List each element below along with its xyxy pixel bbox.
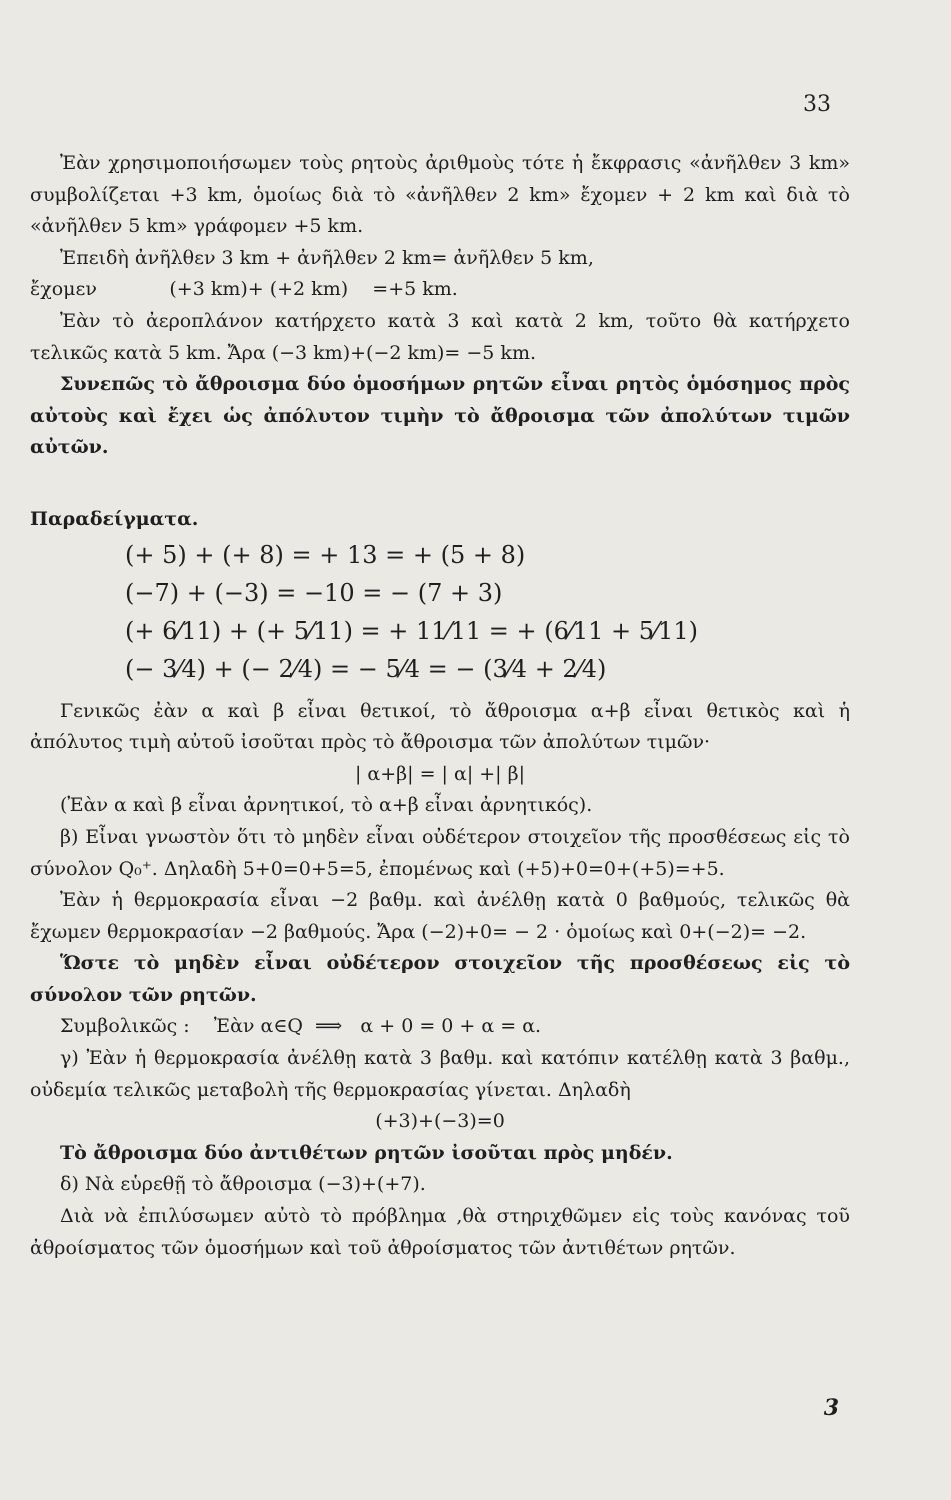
paragraph-descent: Ἐὰν τὸ ἀεροπλάνον κατήρχετο κατὰ 3 καὶ κατὰ 2 km, τοῦτο θὰ κατήρχετο τελικῶς κατὰ 5 km. Ἄρα (−3 km)+(−2 km)= −5 km. xyxy=(30,309,850,364)
signature-mark: 3 xyxy=(823,1395,839,1421)
example-4: (− 3⁄4) + (− 2⁄4) = − 5⁄4 = − (3⁄4 + 2⁄4) xyxy=(125,654,607,683)
equation-opposites: (+3)+(−3)=0 xyxy=(375,1110,505,1133)
rule-same-sign-sum: Συνεπῶς τὸ ἄθροισμα δύο ὁμοσήμων ρητῶν εἶναι ρητὸς ὁμόσημος πρὸς αὐτοὺς καὶ ἔχει ὡς ἀπόλυτον τιμὴν τὸ ἄθροισμα τῶν ἀπολύτων τιμῶν αὐτῶν. xyxy=(30,373,850,459)
rule-opposites: Τὸ ἄθροισμα δύο ἀντιθέτων ρητῶν ἰσοῦται πρὸς μηδέν. xyxy=(60,1141,673,1164)
example-3: (+ 6⁄11) + (+ 5⁄11) = + 11⁄11 = + (6⁄11 + 5⁄11) xyxy=(125,616,698,645)
paragraph-symbolization: Ἐὰν χρησιμοποιήσωμεν τοὺς ρητοὺς ἀριθμοὺς τότε ἡ ἔκφρασις «ἀνῆλθεν 3 km» συμβολίζεται +3 km, ὁμοίως διὰ τὸ «ἀνῆλθεν 2 km» ἔχομεν + 2 km καὶ διὰ τὸ «ἀνῆλθεν 5 km» γράφομεν +5 km. xyxy=(30,152,850,238)
rule-zero-neutral: Ὥστε τὸ μηδὲν εἶναι οὐδέτερον στοιχεῖον τῆς προσθέσεως εἰς τὸ σύνολον τῶν ρητῶν. xyxy=(30,952,850,1006)
paragraph-temperature: Ἐὰν ἡ θερμοκρασία εἶναι −2 βαθμ. καὶ ἀνέλθῃ κατὰ 0 βαθμούς, τελικῶς θὰ ἔχωμεν θερμοκρασίαν −2 βαθμούς. Ἄρα (−2)+0= − 2 · ὁμοίως καὶ 0+(−2)= −2. xyxy=(30,889,850,943)
paragraph-since: Ἐπειδὴ ἀνῆλθεν 3 km + ἀνῆλθεν 2 km= ἀνῆλθεν 5 km, xyxy=(60,246,594,269)
problem-delta: δ) Νὰ εὑρεθῇ τὸ ἄθροισμα (−3)+(+7). xyxy=(60,1173,426,1196)
paragraph-negative-note: (Ἐὰν α καὶ β εἶναι ἀρνητικοί, τὸ α+β εἶναι ἀρνητικός). xyxy=(60,794,593,817)
paragraph-opposites: γ) Ἐὰν ἡ θερμοκρασία ἀνέλθῃ κατὰ 3 βαθμ. καὶ κατόπιν κατέλθῃ κατὰ 3 βαθμ., οὐδεμία τελικῶς μεταβολὴ τῆς θερμοκρασίας γίνεται. Δηλαδὴ xyxy=(30,1047,850,1101)
equation-positive-sum: ἔχομεν (+3 km)+ (+2 km) =+5 km. xyxy=(30,278,458,301)
body-text xyxy=(30,148,850,1264)
paragraph-general: Γενικῶς ἐὰν α καὶ β εἶναι θετικοί, τὸ ἄθροισμα α+β εἶναι θετικὸς καὶ ἡ ἀπόλυτος τιμὴ αὐτοῦ ἰσοῦται πρὸς τὸ ἄθροισμα τῶν ἀπολύτων τιμῶν· xyxy=(30,699,850,754)
example-1: (+ 5) + (+ 8) = + 13 = + (5 + 8) xyxy=(125,540,526,569)
symbolic-statement: Συμβολικῶς : Ἐὰν α∈Q ⟹ α + 0 = 0 + α = α. xyxy=(60,1015,542,1038)
example-2: (−7) + (−3) = −10 = − (7 + 3) xyxy=(125,578,503,607)
paragraph-solution-approach: Διὰ νὰ ἐπιλύσωμεν αὐτὸ τὸ πρόβλημα ,θὰ στηριχθῶμεν εἰς τοὺς κανόνας τοῦ ἀθροίσματος τῶν ὁμοσήμων καὶ τοῦ ἀθροίσματος τῶν ἀντιθέτων ρητῶν. xyxy=(30,1205,850,1259)
paragraph-zero-neutral: β) Εἶναι γνωστὸν ὅτι τὸ μηδὲν εἶναι οὐδέτερον στοιχεῖον τῆς προσθέσεως εἰς τὸ σύνολον Q₀⁺. Δηλαδὴ 5+0=0+5=5, ἐπομένως καὶ (+5)+0=0+(+5)=+5. xyxy=(30,825,850,880)
examples-heading: Παραδείγματα. xyxy=(30,507,199,530)
page-number: 33 xyxy=(803,92,831,117)
absolute-value-formula: | α+β| = | α| +| β| xyxy=(354,762,526,785)
